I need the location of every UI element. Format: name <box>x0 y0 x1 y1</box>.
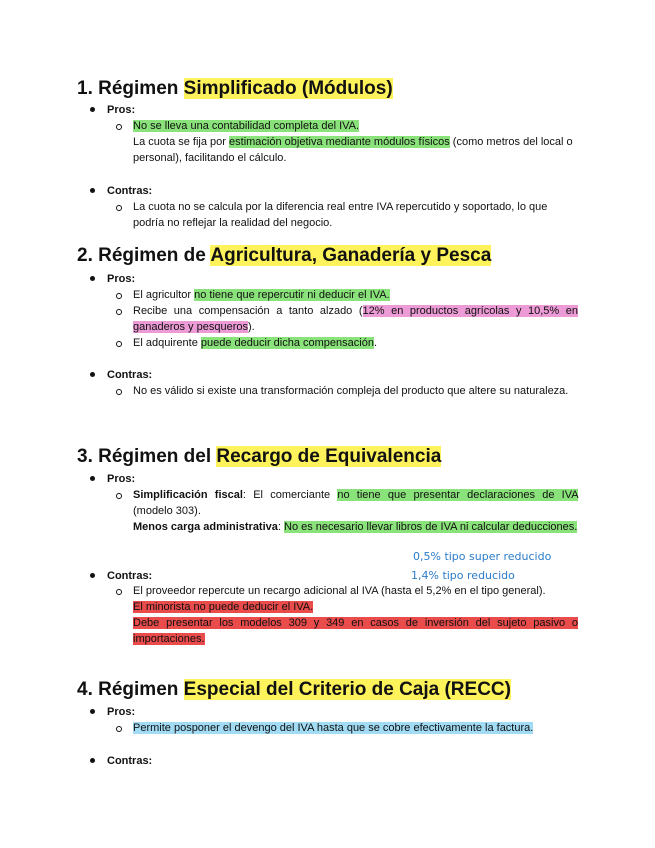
sub-bullet-icon <box>116 389 122 395</box>
section-3-pro-1-post: (modelo 303). <box>133 505 201 517</box>
section-2-pros-label: Pros: <box>107 273 136 285</box>
section-2-heading-plain: 2. Régimen de <box>77 245 211 266</box>
section-3-pro-1 <box>133 487 578 519</box>
section-1-heading-plain: 1. Régimen <box>77 78 184 99</box>
bullet-icon <box>90 758 95 763</box>
section-4-pros-label: Pros: <box>107 706 136 718</box>
bullet-icon <box>90 709 95 714</box>
section-3-pro-2-highlight: No es necesario llevar libros de IVA ni calcular deducciones. <box>284 521 578 533</box>
section-2-pro-1-highlight: no tiene que repercutir ni deducir el IVA. <box>194 289 390 301</box>
sub-bullet-icon <box>116 493 122 499</box>
bullet-icon <box>90 188 95 193</box>
bullet-icon <box>90 276 95 281</box>
section-2-pro-3-pre: El adquirente <box>133 337 201 349</box>
section-3-pro-2-mid: : <box>277 521 285 533</box>
section-4-pro-1-highlight: Permite posponer el devengo del IVA hasta que se cobre efectivamente la factura. <box>133 722 534 734</box>
section-1-contra-1: La cuota no se calcula por la diferencia real entre IVA repercutido y soportado, lo que podría no reflejar la realidad del negocio. <box>133 201 548 229</box>
section-1-pro-2-post: (como metros del local o personal), facilitando el cálculo. <box>133 136 573 164</box>
section-2-pro-3-highlight: puede deducir dicha compensación <box>200 337 374 349</box>
section-3-pro-2 <box>133 519 578 535</box>
bullet-icon <box>90 573 95 578</box>
section-2-pro-2-post: ). <box>247 321 255 333</box>
section-4-contras-label: Contras: <box>107 755 153 767</box>
section-1-pro-2-pre: La cuota se fija por <box>133 136 230 148</box>
handwritten-note-super-reducido: 0,5% tipo super reducido <box>413 550 552 563</box>
section-2-pro-1 <box>133 287 578 303</box>
section-1-pros-item <box>133 118 578 166</box>
sub-bullet-icon <box>116 309 122 315</box>
section-3-heading <box>77 445 441 469</box>
section-4-heading-plain: 4. Régimen <box>77 679 184 700</box>
bullet-icon <box>90 476 95 481</box>
sub-bullet-icon <box>116 293 122 299</box>
section-3-heading-plain: 3. Régimen del <box>77 446 217 467</box>
section-3-contras-label: Contras: <box>107 570 153 582</box>
section-3-contra-2-highlight: El minorista no puede deducir el IVA. <box>133 601 314 613</box>
sub-bullet-icon <box>116 589 122 595</box>
bullet-icon <box>90 372 95 377</box>
section-3-pros-label: Pros: <box>107 473 136 485</box>
bullet-icon <box>90 107 95 112</box>
section-4-pro-1 <box>133 720 578 736</box>
section-2-heading <box>77 244 491 268</box>
section-3-pro-1-mid: : El comerciante <box>242 489 338 501</box>
section-1-pro-1: No se lleva una contabilidad completa del IVA. <box>133 120 360 132</box>
section-3-pro-2-bold: Menos carga administrativa <box>133 521 278 533</box>
section-3-pro-1-bold: Simplificación fiscal <box>133 489 243 501</box>
sub-bullet-icon <box>116 726 122 732</box>
section-2-pro-3 <box>133 335 578 351</box>
section-3-contra-2 <box>133 599 578 615</box>
handwritten-note-reducido: 1,4% tipo reducido <box>411 569 515 582</box>
section-2-heading-highlight: Agricultura, Ganadería y Pesca <box>210 245 492 266</box>
section-1-pros-label: Pros: <box>107 104 136 116</box>
section-3-heading-highlight: Recargo de Equivalencia <box>216 446 442 467</box>
section-1-contras-label: Contras: <box>107 185 153 197</box>
section-2-pro-2-pre: Recibe una compensación a tanto alzado ( <box>133 305 363 317</box>
sub-bullet-icon <box>116 124 122 130</box>
section-3-contra-3-highlight: Debe presentar los modelos 309 y 349 en casos de inversión del sujeto pasivo o importaciones. <box>133 617 578 645</box>
section-2-contra-1: No es válido si existe una transformación compleja del producto que altere su naturaleza. <box>133 385 569 397</box>
section-4-heading <box>77 678 511 702</box>
sub-bullet-icon <box>116 341 122 347</box>
section-3-pro-1-highlight: no tiene que presentar declaraciones de IVA <box>337 489 578 501</box>
section-4-heading-highlight: Especial del Criterio de Caja (RECC) <box>183 679 511 700</box>
section-1-heading <box>77 77 393 101</box>
section-2-pro-1-pre: El agricultor <box>133 289 195 301</box>
section-1-pro-2-highlight: estimación objetiva mediante módulos físicos <box>229 136 450 148</box>
section-2-contras-label: Contras: <box>107 369 153 381</box>
section-3-contra-3 <box>133 615 578 647</box>
section-2-pro-2 <box>133 303 578 335</box>
section-1-heading-highlight: Simplificado (Módulos) <box>183 78 393 99</box>
section-2-pro-2-highlight: 12% en productos agrícolas y 10,5% en ganaderos y pesqueros <box>133 305 578 333</box>
sub-bullet-icon <box>116 205 122 211</box>
section-2-pro-3-post: . <box>373 337 378 349</box>
section-3-contra-1: El proveedor repercute un recargo adicional al IVA (hasta el 5,2% en el tipo general). <box>133 585 546 597</box>
